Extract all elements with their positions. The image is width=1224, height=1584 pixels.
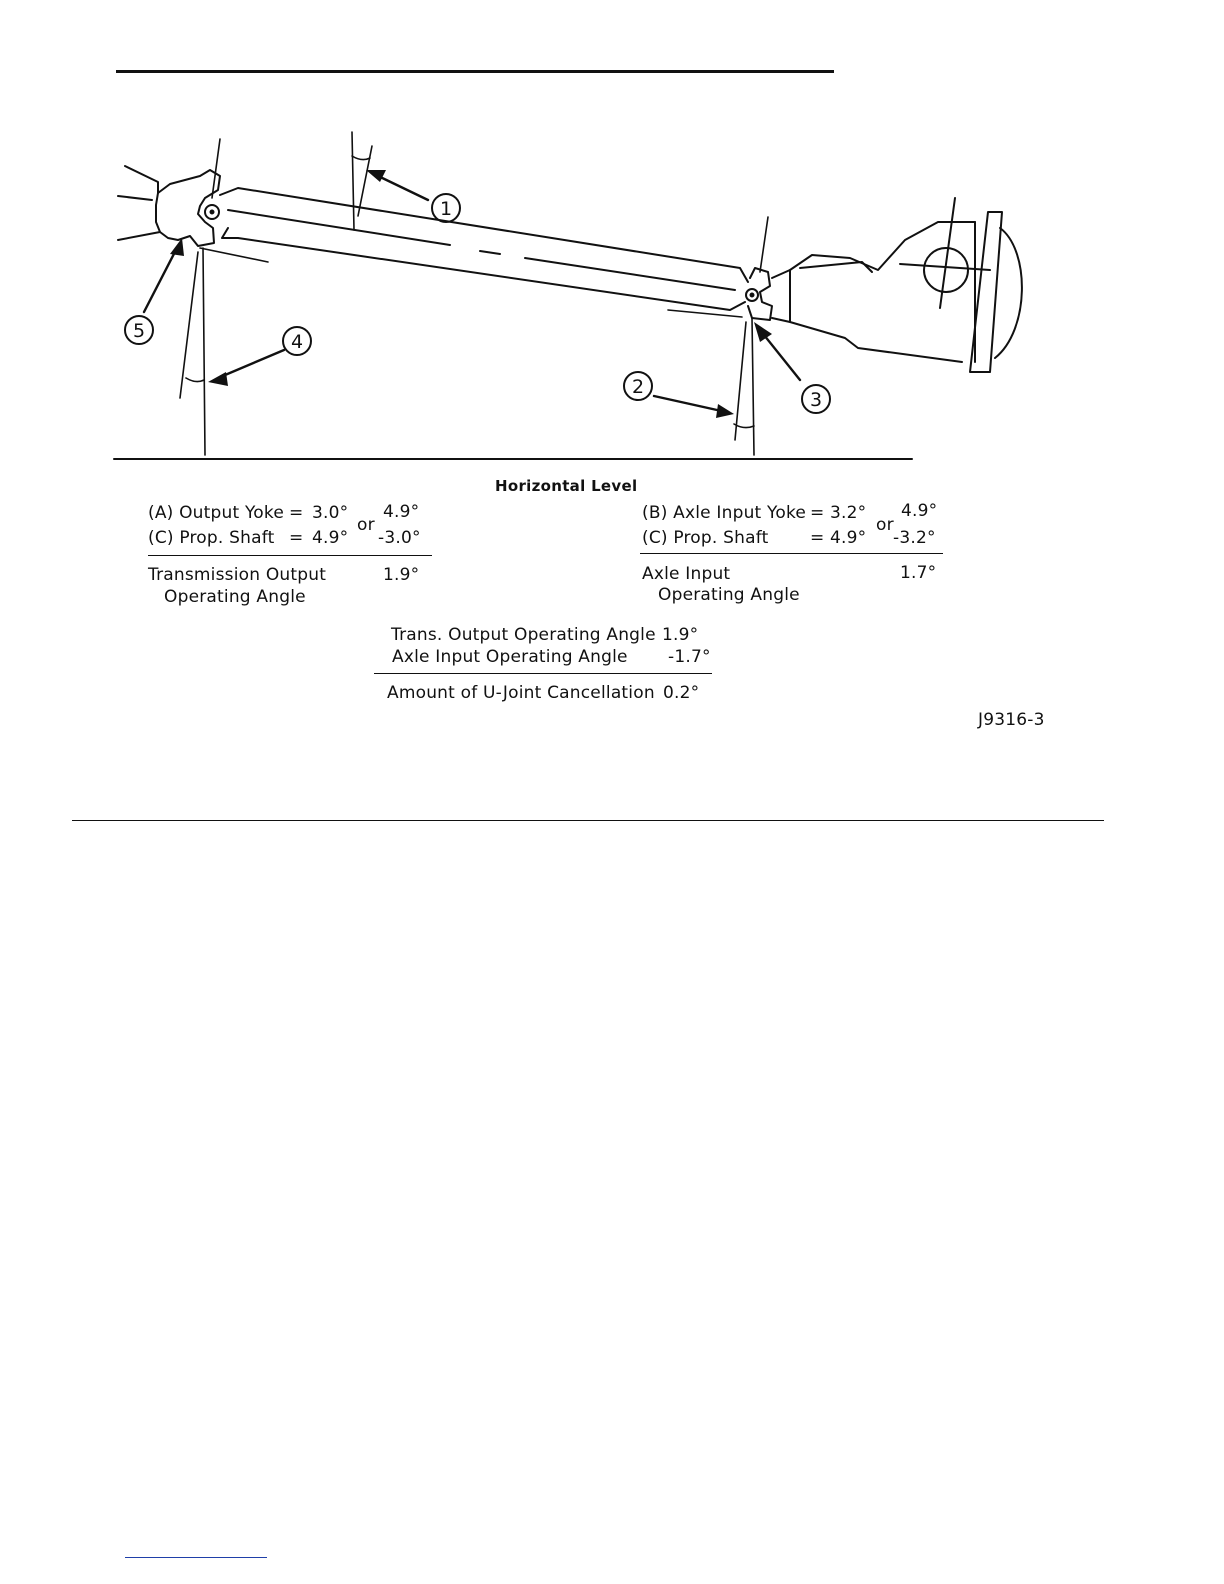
bottom-link-rule[interactable] <box>125 1557 267 1558</box>
figure-id: J9316-3 <box>978 710 1045 730</box>
driveshaft-angle-diagram <box>0 0 1224 470</box>
left-result-value: 1.9° <box>383 565 420 585</box>
right-row2-value: 4.9° <box>830 528 867 548</box>
left-result-label-1: Transmission Output <box>148 565 327 585</box>
left-row1-label: (A) Output Yoke <box>148 503 284 523</box>
angle-reference-lines <box>180 132 768 455</box>
right-result-label-1: Axle Input <box>642 564 731 584</box>
summary-result-label: Amount of U-Joint Cancellation <box>387 683 655 703</box>
callout-1-icon <box>430 192 462 224</box>
left-row1-eq: = <box>289 503 304 523</box>
right-row2-eq: = <box>810 528 825 548</box>
right-result-label-2: Operating Angle <box>658 585 800 605</box>
axle-input-yoke <box>746 268 790 322</box>
right-row1-label: (B) Axle Input Yoke <box>642 503 807 523</box>
left-row1-value: 3.0° <box>312 503 349 523</box>
callout-leaders <box>144 170 800 418</box>
summary-row1-value: 1.9° <box>662 625 699 645</box>
callout-4-icon <box>281 325 313 357</box>
section-divider <box>72 820 1104 821</box>
callout-1-text: 1 <box>439 198 453 220</box>
callout-3-icon <box>800 383 832 415</box>
summary-row2-label: Axle Input Operating Angle <box>392 647 628 667</box>
right-row1-alt: 4.9° <box>901 501 938 521</box>
left-row2-label: (C) Prop. Shaft <box>148 528 275 548</box>
horizontal-level-label: Horizontal Level <box>495 477 638 495</box>
summary-row2-value: -1.7° <box>668 647 711 667</box>
callout-4-text: 4 <box>290 331 304 353</box>
summary-sum-rule <box>374 673 712 674</box>
right-result-value: 1.7° <box>900 563 937 583</box>
left-row1-alt: 4.9° <box>383 502 420 522</box>
callout-2-icon <box>622 370 654 402</box>
axle-housing <box>790 198 1022 372</box>
left-row2-value: 4.9° <box>312 528 349 548</box>
propeller-shaft <box>220 188 748 310</box>
callout-5-icon <box>123 314 155 346</box>
left-sum-rule <box>148 555 432 556</box>
right-row2-label: (C) Prop. Shaft <box>642 528 769 548</box>
left-row2-alt: -3.0° <box>378 528 421 548</box>
right-row2-alt: -3.2° <box>893 528 936 548</box>
right-row1-eq: = <box>810 503 825 523</box>
callout-5-text: 5 <box>132 320 146 342</box>
right-row1-value: 3.2° <box>830 503 867 523</box>
left-or: or <box>357 515 375 535</box>
summary-row1-label: Trans. Output Operating Angle <box>391 625 656 645</box>
right-or: or <box>876 515 894 535</box>
summary-result-value: 0.2° <box>663 683 700 703</box>
left-row2-eq: = <box>289 528 304 548</box>
callout-3-text: 3 <box>809 389 823 411</box>
left-result-label-2: Operating Angle <box>164 587 306 607</box>
transmission-output-yoke <box>118 166 220 246</box>
callout-2-text: 2 <box>631 376 645 398</box>
right-sum-rule <box>640 553 943 554</box>
